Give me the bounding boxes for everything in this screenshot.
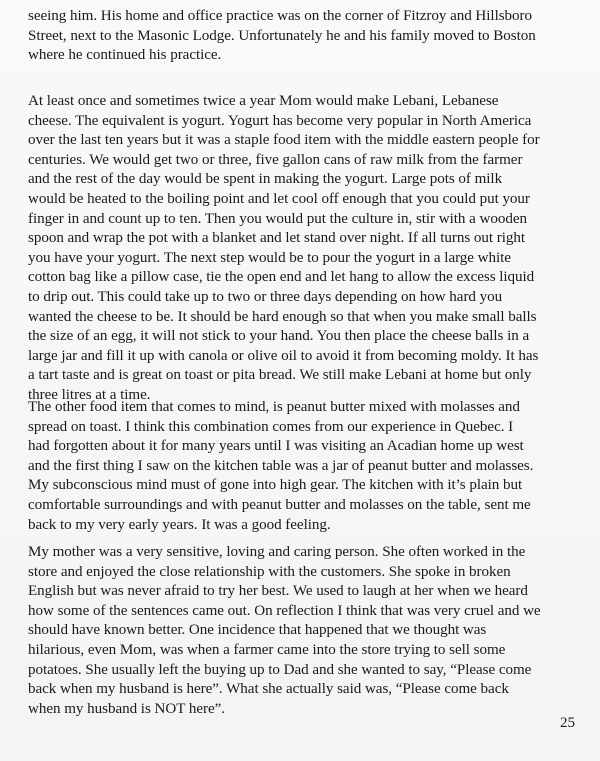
text-line: how some of the sentences came out. On reflection I think that was very cruel and we [28, 602, 541, 619]
text-line: The other food item that comes to mind, is peanut butter mixed with molasses and [28, 399, 520, 415]
paragraph [28, 92, 588, 406]
text-line: spread on toast. I think this combination comes from our experience in Quebec. I [28, 418, 514, 435]
text-line: back to my very early years. It was a good feeling. [28, 516, 331, 533]
text-line: and the first thing I saw on the kitchen table was a jar of peanut butter and molasses. [28, 457, 534, 474]
text-line: and the rest of the day would be spent in making the yogurt. Large pots of milk [28, 171, 503, 188]
text-line: My subconscious mind must of gone into high gear. The kitchen with it’s plain but [28, 477, 523, 494]
text-line: centuries. We would get two or three, five gallon cans of raw milk from the farmer [28, 151, 523, 168]
text-line: the size of an egg, it will not stick to your hand. You then place the cheese balls in a [28, 328, 530, 345]
text-line: At least once and sometimes twice a year Mom would make Lebani, Lebanese [28, 93, 499, 109]
text-line: you have your yogurt. The next step would be to pour the yogurt in a large white [28, 249, 511, 266]
text-line: cotton bag like a pillow case, tie the open end and let hang to allow the excess liquid [28, 269, 535, 286]
text-line: English but was never afraid to try her best. We used to laugh at her when we heard [28, 583, 528, 600]
text-line: spoon and wrap the pot with a blanket and let stand over night. If all turns out right [28, 230, 526, 247]
text-line: had forgotten about it for many years until I was visiting an Acadian home up west [28, 438, 524, 455]
paragraph [28, 398, 588, 535]
text-line: would be heated to the boiling point and let cool off enough that you could put your [28, 190, 530, 207]
text-line: comfortable surroundings and with peanut butter and molasses on the table, sent me [28, 496, 531, 513]
text-line: to drip out. This could take up to two or three days depending on how hard you [28, 288, 503, 305]
text-line: cheese. The equivalent is yogurt. Yogurt has become very popular in North America [28, 112, 532, 129]
text-line: when my husband is NOT here”. [28, 700, 225, 717]
text-line: a tart taste and is great on toast or pita bread. We still make Lebani at home but only [28, 367, 532, 384]
text-line: three litres at a time. [28, 386, 151, 403]
text-line: potatoes. She usually left the buying up to Dad and she wanted to say, “Please come [28, 661, 532, 678]
text-line: should have known better. One incidence that happened that we thought was [28, 622, 487, 639]
text-line: back when my husband is here”. What she actually said was, “Please come back [28, 681, 509, 698]
text-line: large jar and fill it up with canola or olive oil to avoid it from becoming moldy. It has [28, 347, 539, 364]
text-line: seeing him. His home and office practice was on the corner of Fitzroy and Hillsboro [28, 8, 533, 24]
text-line: Street, next to the Masonic Lodge. Unfortunately he and his family moved to Boston [28, 27, 536, 44]
text-line: wanted the cheese to be. It should be hard enough so that when you make small balls [28, 308, 537, 325]
paragraph [28, 7, 588, 66]
page-number: 25 [560, 715, 575, 731]
paragraph [28, 543, 588, 719]
text-line: My mother was a very sensitive, loving and caring person. She often worked in the [28, 544, 526, 560]
text-line: where he continued his practice. [28, 47, 222, 64]
text-line: store and enjoyed the close relationship with the customers. She spoke in broken [28, 563, 511, 580]
text-line: over the last ten years but it was a staple food item with the middle eastern people for [28, 132, 540, 149]
text-line: hilarious, even Mom, was when a farmer came into the store trying to sell some [28, 641, 506, 658]
text-line: finger in and count up to ten. Then you would put the culture in, stir with a wooden [28, 210, 527, 227]
